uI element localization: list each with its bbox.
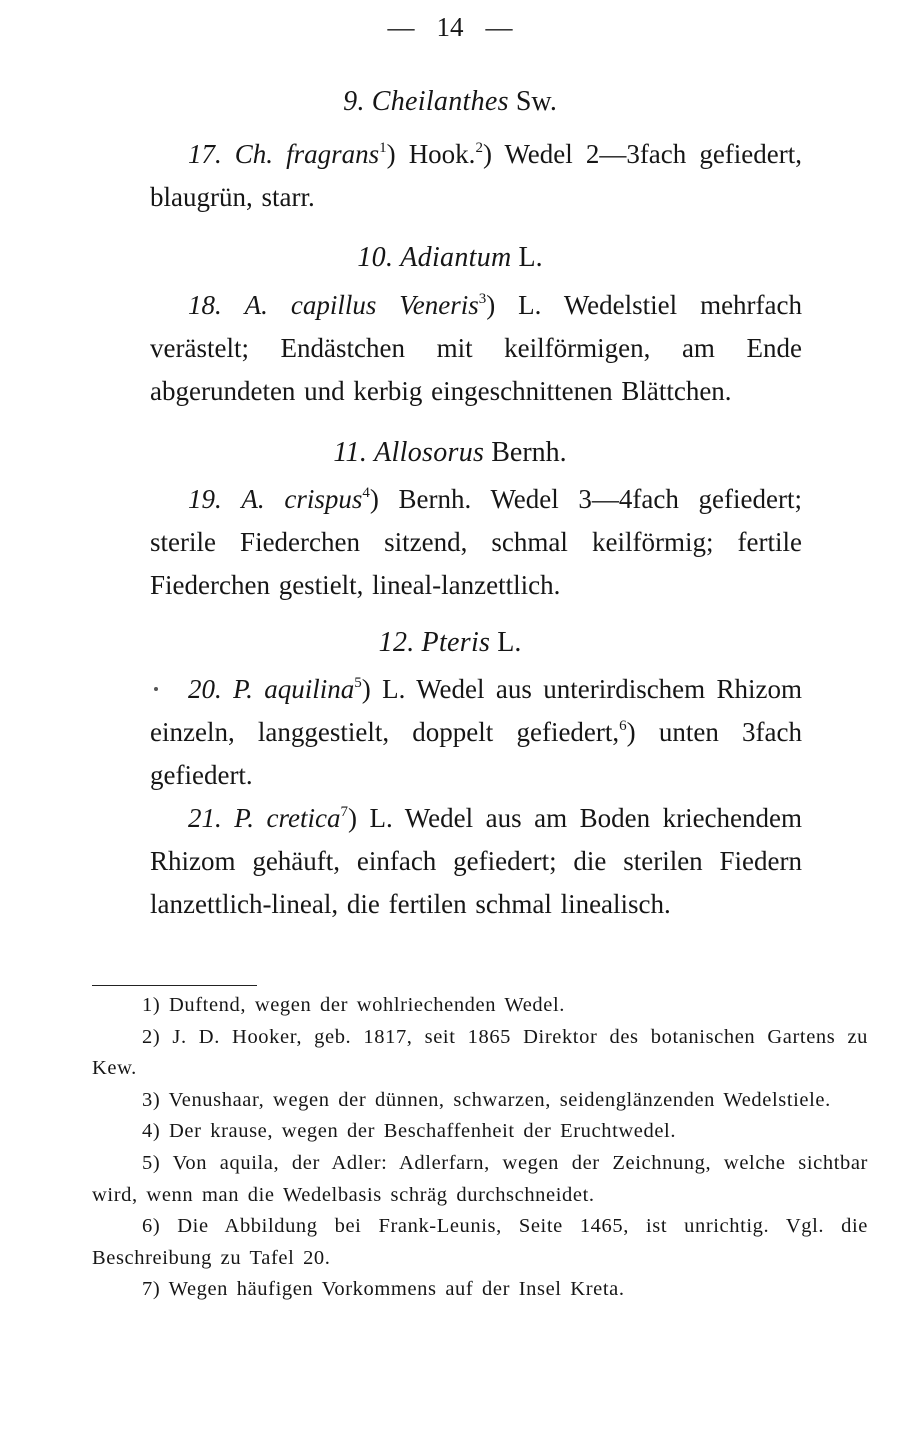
- footnote-1: 1) Duftend, wegen der wohlriechenden Wedel.: [142, 994, 566, 1016]
- entry-genus-abbr: A.: [241, 484, 265, 514]
- footnote-ref: 6: [619, 718, 627, 734]
- footnote-6: 6) Die Abbildung bei Frank-Leunis, Seite 1465, ist unrichtig. Vgl. die Beschreibung zu Tafel 20.: [92, 1215, 868, 1269]
- entry-description: Wedel 2—3fach gefiedert, blaugrün, starr.: [150, 139, 803, 212]
- entry-number: 17.: [188, 139, 222, 169]
- genus-heading-author: L.: [518, 242, 543, 273]
- footnote-ref: 5: [354, 675, 362, 691]
- footnote-ref: 2: [475, 140, 483, 156]
- footnote-ref: 3: [478, 291, 487, 307]
- entry-author: L.: [382, 674, 406, 704]
- genus-heading-author: L.: [497, 627, 522, 658]
- footnote-5: 5) Von aquila, der Adler: Adlerfarn, wegen der Zeichnung, welche sichtbar wird, wenn man die Wedelbasis schräg durchschneidet.: [92, 1151, 868, 1206]
- entry-description: Wedelstiel mehrfach verästelt; Endästchen mit keilförmigen, am Ende abgerundeten und kerbig eingeschnittenen Blättchen.: [150, 290, 803, 406]
- footnotes: [92, 990, 868, 1306]
- footnote-2: 2) J. D. Hooker, geb. 1817, seit 1865 Direktor des botanischen Gartens zu Kew.: [92, 1025, 868, 1080]
- genus-heading-adiantum: [0, 242, 900, 274]
- footnote-ref: 7: [340, 804, 349, 820]
- page-number-value: 14: [436, 12, 464, 42]
- genus-heading-number: 9.: [343, 86, 365, 117]
- entry-species: aquilina: [264, 674, 355, 704]
- genus-heading-name: Adiantum: [400, 242, 512, 273]
- genus-heading-author: Bernh.: [491, 437, 567, 468]
- genus-heading-allosorus: [0, 437, 900, 469]
- footnote-4: 4) Der krause, wegen der Beschaffenheit der Eruchtwedel.: [142, 1120, 677, 1143]
- entry-description: Wedel aus am Boden kriechendem Rhizom gehäuft, einfach gefiedert; die sterilen Fiedern lanzettlich-lineal, die fertilen schmal linealisch.: [150, 803, 803, 919]
- footnote-3: 3) Venushaar, wegen der dünnen, schwarzen, seidenglänzenden Wedelstiele.: [142, 1088, 831, 1111]
- entry-author: Hook.: [408, 139, 476, 169]
- genus-heading-name: Pteris: [421, 627, 491, 658]
- entry-species: crispus: [284, 484, 363, 514]
- genus-heading-pteris: [0, 627, 900, 659]
- footnote-ref: 1: [379, 140, 387, 156]
- genus-heading-cheilanthes: [0, 86, 900, 118]
- footnote-ref: 4: [362, 485, 370, 501]
- species-entry-18: 18. A. capillus Veneris$^3$) L. Wedelstiel mehrfach verästelt; Endästchen mit keilförmigen, am Ende abgerundeten und kerbig eingeschnittenen Blättchen.: [150, 290, 803, 406]
- entry-number: 18.: [188, 290, 222, 320]
- genus-heading-number: 12.: [378, 627, 415, 658]
- entry-species: capillus Veneris: [290, 290, 479, 320]
- page-number-dash-right: —: [485, 12, 513, 42]
- entry-genus-abbr: P.: [233, 674, 253, 704]
- entry-number: 20.: [188, 674, 222, 704]
- entry-description-continued: unten 3fach gefiedert.: [150, 717, 802, 790]
- species-entry-19: 19. A. crispus$^4$) Bernh. Wedel 3—4fach gefiedert; sterile Fiederchen sitzend, schmal keilförmig; fertile Fiederchen gestielt, lineal-lanzettlich.: [150, 484, 802, 600]
- entry-author: L.: [518, 290, 542, 320]
- entry-description: Wedel aus unterirdischem Rhizom einzeln, langgestielt, doppelt gefiedert,: [150, 674, 803, 747]
- entry-genus-abbr: Ch.: [234, 139, 274, 169]
- footnote-7: 7) Wegen häufigen Vorkommens auf der Insel Kreta.: [142, 1278, 625, 1301]
- species-entry-20: 20. P. aquilina$^5$) L. Wedel aus unterirdischem Rhizom einzeln, langgestielt, doppelt gefiedert,$^6$) unten 3fach gefiedert.: [150, 674, 803, 790]
- genus-heading-name: Allosorus: [374, 437, 485, 468]
- page-number: [0, 12, 900, 43]
- species-entry-17: 17. Ch. fragrans$^1$) Hook.$^2$) Wedel 2—3fach gefiedert, blaugrün, starr.: [150, 139, 803, 212]
- entry-species: fragrans: [286, 139, 380, 169]
- species-entry-21: 21. P. cretica$^7$) L. Wedel aus am Boden kriechendem Rhizom gehäuft, einfach gefiedert; die sterilen Fiedern lanzettlich-lineal, die fertilen schmal linealisch.: [150, 803, 803, 919]
- genus-heading-number: 10.: [357, 242, 394, 273]
- footnote-separator: [92, 985, 257, 986]
- entry-number: 19.: [188, 484, 222, 514]
- entry-number: 21.: [188, 803, 222, 833]
- entry-author: Bernh.: [398, 484, 472, 514]
- page-number-dash-left: —: [387, 12, 415, 42]
- genus-heading-number: 11.: [333, 437, 368, 468]
- genus-heading-author: Sw.: [515, 86, 557, 117]
- genus-heading-name: Cheilanthes: [371, 86, 509, 117]
- entry-description: Wedel 3—4fach gefiedert; sterile Fiederchen sitzend, schmal keilförmig; fertile Fiederchen gestielt, lineal-lanzettlich.: [150, 484, 802, 600]
- entry-genus-abbr: A.: [244, 290, 268, 320]
- entry-author: L.: [369, 803, 393, 833]
- entry-genus-abbr: P.: [234, 803, 255, 833]
- entry-species: cretica: [266, 803, 341, 833]
